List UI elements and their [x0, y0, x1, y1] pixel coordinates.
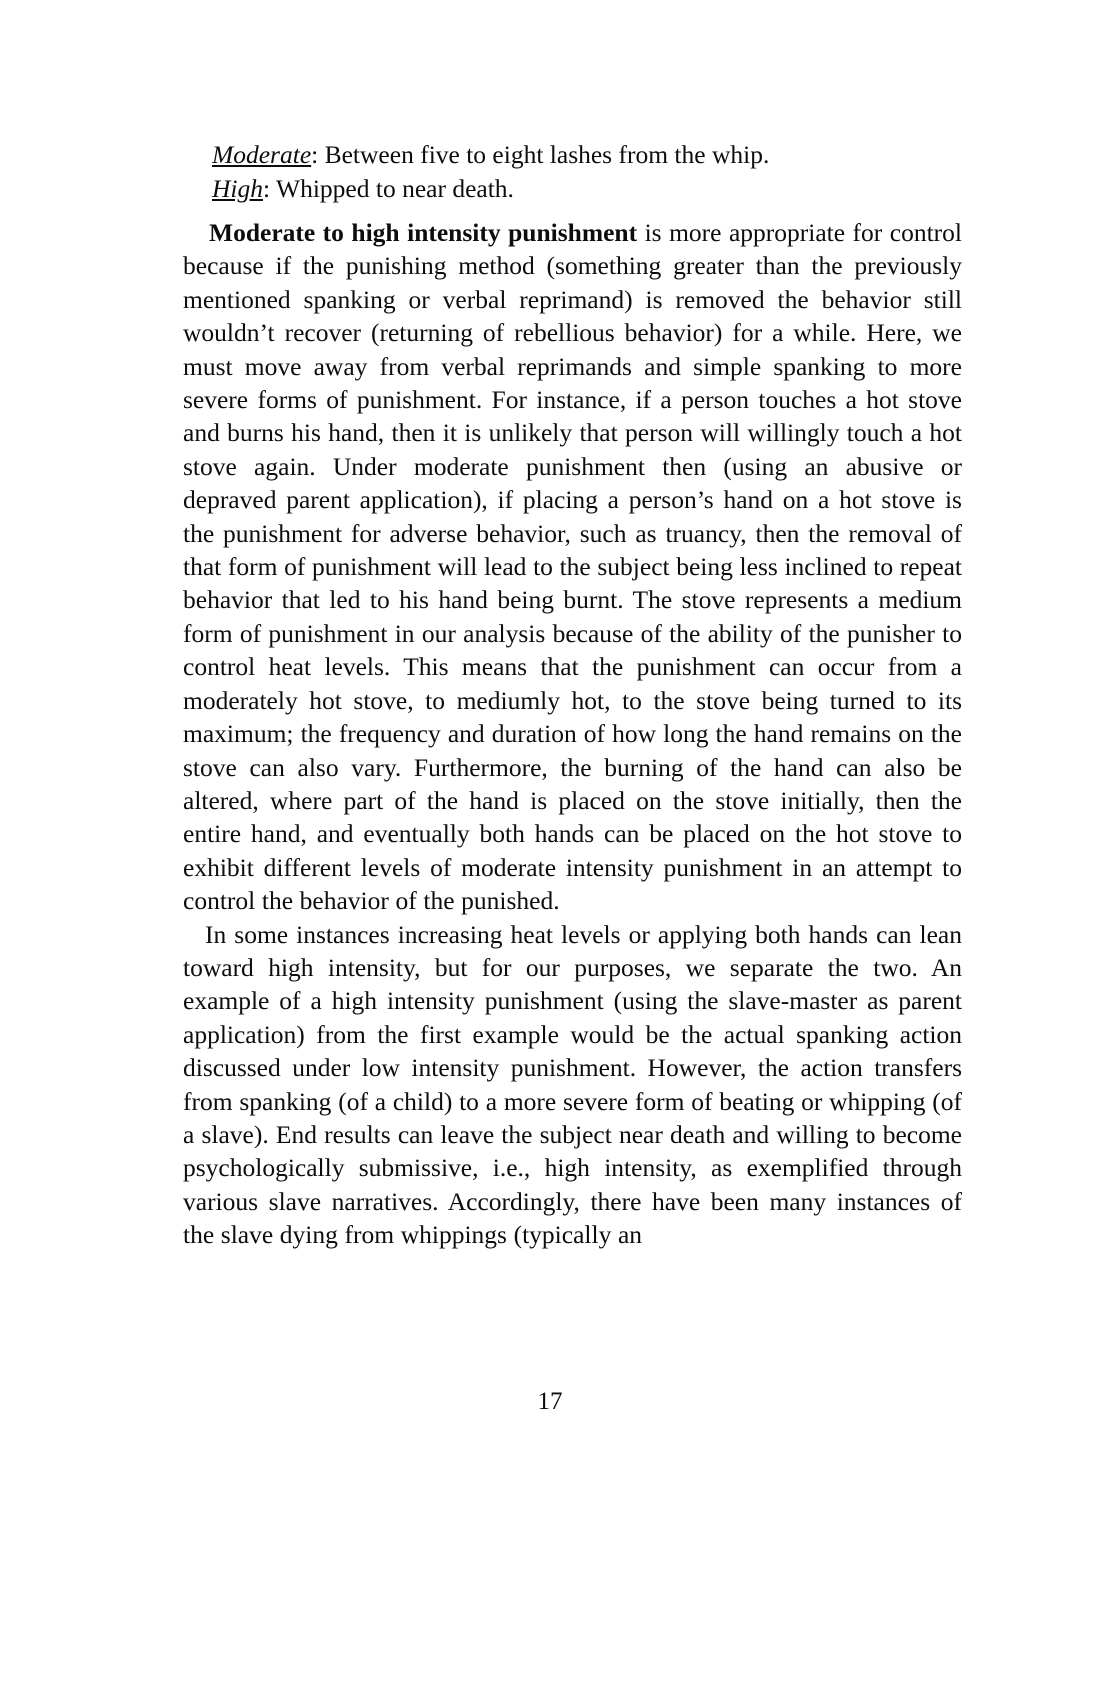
- definition-separator-high: :: [263, 174, 271, 203]
- definition-description-high: Whipped to near death.: [270, 174, 514, 203]
- definition-list: [183, 138, 962, 206]
- paragraph-lead-in: Moderate to high intensity punishment: [209, 218, 638, 247]
- definition-separator-moderate: :: [311, 140, 319, 169]
- page-number: 17: [537, 1388, 563, 1415]
- definition-description-moderate: Between five to eight lashes from the whip.: [318, 140, 770, 169]
- definition-item-moderate: [183, 138, 962, 172]
- page-text-block: [183, 138, 962, 1252]
- paragraph-moderate-to-high-intensity: [183, 216, 962, 918]
- paragraph-in-some-instances: In some instances increasing heat levels or applying both hands can lean toward high intensity, but for our purposes, we separate the two. An example of a high intensity punishment (using the slave-master as parent application) from the first example would be the actual spanking action discussed under low intensity punishment. However, the action transfers from spanking (of a child) to a more severe form of beating or whipping (of a slave). End results can leave the subject near death and willing to become psychologically submissive, i.e., high intensity, as exemplified through various slave narratives. Accordingly, there have been many instances of the slave dying from whippings (typically an: [183, 919, 962, 1250]
- paragraph-body-text: is more appropriate for control because if the punishing method (something greater than the previously mentioned spanking or verbal reprimand) is removed the behavior still wouldn’t recover (returning of rebellious behavior) for a while. Here, we must move away from verbal reprimands and simple spanking to more severe forms of punishment. For instance, if a person touches a hot stove and burns his hand, then it is unlikely that person will willingly touch a hot stove again. Under moderate punishment then (using an abusive or depraved parent application), if placing a person’s hand on a hot stove is the punishment for adverse behavior, such as truancy, then the removal of that form of punishment will lead to the subject being less inclined to repeat behavior that led to his hand being burnt. The stove represents a medium form of punishment in our analysis because of the ability of the punisher to control heat levels. This means that the punishment can occur from a moderately hot stove, to mediumly hot, to the stove being turned to its maximum; the frequency and duration of how long the hand remains on the stove can also vary. Furthermore, the burning of the hand can also be altered, where part of the hand is placed on the stove initially, then the entire hand, and eventually both hands can be placed on the hot stove to exhibit different levels of moderate intensity punishment in an attempt to control the behavior of the punished.: [183, 218, 962, 916]
- definition-term-moderate: Moderate: [212, 140, 312, 169]
- definition-item-high: [183, 172, 962, 206]
- definition-term-high: High: [212, 174, 263, 203]
